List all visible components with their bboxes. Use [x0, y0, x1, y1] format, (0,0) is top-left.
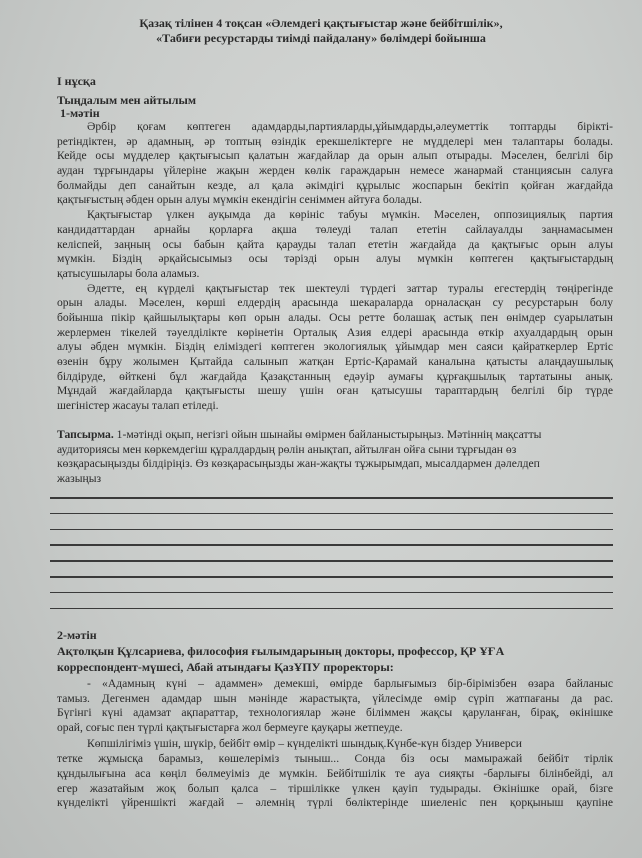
text-line: орын алады. Мәселен, көрші елдердің арасында шекараларда орналасқан су ресурстарын болу — [57, 296, 613, 310]
text-line: алуы әбден мүмкін. Біздің еліміздегі көптеген экологиялық ұйымдар мен саяси қайраткерлер Ертіс — [57, 340, 613, 354]
text-line: Көпшілігіміз үшін, шүкір, бейбіт өмір – күнделікті шындық.Күнбе-күн біздер Универси — [87, 736, 522, 750]
answer-line[interactable] — [50, 529, 613, 531]
text-line: келіспей, заңның осы бабын қайта қарауды талап ететін жағдайда да қақтығыс орын алуы — [57, 237, 613, 251]
task-line: көзқарасыңызды білдіріңіз. Өз көзқарасыңызды жан-жақты тұжырымдап, мысалдармен дәлелдеп — [57, 457, 540, 471]
text-line: аудан тұрғындары үйлеріне жақын жерден көлік гараждарын немесе жанармай станциясын салуға — [57, 164, 613, 178]
text-line: өзенін бұру жолымен Қытайда салынып жатқан Ертіс-Қарамай каналына қатысты алаңдаушылық — [57, 355, 613, 369]
document-title-line-1: Қазақ тілінен 4 тоқсан «Әлемдегі қақтығыстар және бейбітшілік», — [139, 16, 503, 30]
text-line: Қақтығыстар үлкен ауқымда да көрініс табуы мүмкін. Мәселен, оппозициялық партия — [87, 208, 613, 222]
answer-line[interactable] — [50, 560, 613, 562]
variant-label: I нұсқа — [57, 74, 96, 88]
text-line: Әрбір қоғам көптеген адамдарды,партияларды,ұйымдарды,әлеуметтік топтарды біріктi- — [87, 120, 613, 133]
answer-line[interactable] — [50, 544, 613, 546]
text-line: кандидаттардан арнайы қорларға ақша төлеуді талап ететін сайлауалды заңнамасымен — [57, 222, 613, 236]
answer-line[interactable] — [50, 513, 613, 515]
text-line: бойынша пікір қайшылықтары көп орын алады. Осы ретте болашақ астық пен өнімдер суарылатын — [57, 310, 613, 324]
task-block — [57, 428, 613, 487]
text2-label: 2-мәтін — [57, 628, 97, 642]
text-line: Бүгінгі күні адамзат ақпараттар, технологиялар және біліммен жақсы қаруланған, бірақ, өкінішке — [57, 706, 613, 720]
text-line: тамыз. Дегенмен адамдар шын мәнінде жарастықта, үйлесімде өмір сүріп жатпағаны да рас. — [57, 691, 613, 705]
task-line: аудиториясы мен көркемдегіш құралдардың рөлін анықтап, айтылған ойға сыни тұрғыдан өз — [57, 442, 517, 456]
answer-line[interactable] — [50, 608, 613, 610]
task-line: жазыңыз — [57, 472, 102, 486]
text-line: Мұндай жағдайларда қақтығысты шешу үшін оған қатысушы тараптардың белгілі бір түрде — [57, 384, 613, 398]
text-line: шегіністер жасауы талап етіледі. — [57, 399, 219, 413]
text-line: тетке жұмысқа барамыз, көшелеріміз тыныш... Сонда біз осы мамыражай бейбіт тірлік — [57, 752, 613, 766]
task-text: 1-мәтінді оқып, негізгі ойын шынайы өмірмен байланыстырыңыз. Мәтіннің мақсатты — [116, 428, 542, 441]
text-line: орай, соғыс пен түрлі қақтығыстарға жол бермеуге қауқары жетпеуде. — [57, 721, 403, 735]
text-line: - «Адамның күні – адаммен» демекші, өмірде барлығымыз бір-бірімізбен өзара байланыс — [87, 677, 613, 690]
text1-body — [57, 120, 613, 414]
task-line — [57, 428, 613, 443]
text-line: құндылығына аса көңіл бөлмеуіміз де мүмкін. Бейбітшілік те ауа сияқты -барлығы білінбейді, ал — [57, 766, 613, 780]
text-line: егер жазатайым жоқ болып қалса – тіршілікке үлкен қауіп тудырады. Өкінішке орай, бізге — [57, 781, 613, 795]
text2-body — [57, 676, 613, 810]
text2-author-line-2: корреспондент-мүшесі, Абай атындағы ҚазҰПУ проректоры: — [57, 660, 394, 674]
section-heading: Тыңдалым мен айтылым — [57, 93, 197, 107]
answer-line[interactable] — [50, 592, 613, 594]
task-label: Тапсырма. — [57, 428, 114, 441]
text-line: мүмкін. Біздің әрқайсысымыз осы тәрізді орын алуы мүмкін көптеген қақтығыстардың — [57, 252, 613, 266]
answer-line[interactable] — [50, 497, 613, 499]
text-line: қатысушылары бола аламыз. — [57, 266, 200, 280]
document-title-line-2: «Табиғи ресурстарды тиімді пайдалану» бөлімдері бойынша — [156, 31, 486, 45]
text-line: Кейде осы мүдделер қақтығысып қалатын жағдайлар да орын алып отырады. Мәселен, белгілі бір — [57, 149, 613, 163]
answer-line[interactable] — [50, 576, 613, 578]
text-line: ретіндіктен, әр адамның, әр топтың өзіндік ерекшеліктерге не мүдделері мен талаптары болады. — [57, 134, 613, 148]
text2-author-line-1: Ақтолқын Құлсариева, философия ғылымдарының докторы, профессор, ҚР ҰҒА — [57, 644, 505, 658]
text1-label: 1-мәтін — [60, 106, 100, 120]
text-line: күнделікті үйреншікті жағдай – әлемнің түрлі бөліктерінде шиеленіс пен қорқыныш қаупіне — [57, 796, 613, 810]
text-line: Әдетте, ең күрделі қақтығыстар тек шектеулі түрдегі заттар туралы егестердің төңірегінде — [87, 281, 613, 295]
text-line: білдіруде, өйткені бұл жағдайда Қазақстанның едәуір аумағы құрғақшылық тартатыны анық. — [57, 369, 613, 383]
text-line: жерлермен тікелей тәуелділікте көрінетін Орталық Азия елдері арасында өткір ахуалдардың орын — [57, 325, 613, 339]
text-line: болмайды деп санайтын кезде, ал қала әкімдігі құрылыс жоспарын бекітіп қойған жағдайда — [57, 178, 613, 192]
text-line: қақтығыстың әбден орын алуы мүмкін екендігін сеніммен айтуға болады. — [57, 193, 422, 207]
